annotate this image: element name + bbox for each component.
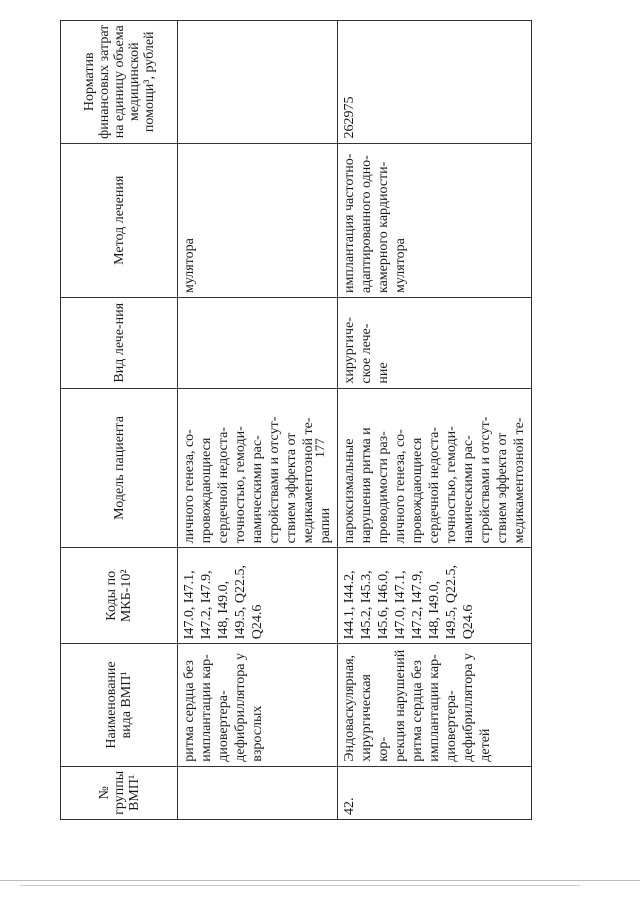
cell-type xyxy=(178,298,338,389)
scan-edge-line xyxy=(20,885,580,886)
cell-codes: I47.0, I47.1, I47.2, I47.9, I48, I49.0, I49.5, Q22.5, Q24.6 xyxy=(178,548,338,644)
cell-type: хирургиче- ское лече- ние xyxy=(338,298,532,389)
vmp-table xyxy=(60,20,532,820)
cell-codes: I44.1, I44.2, I45.2, I45.3, I45.6, I46.0, I47.0, I47.1, I47.2, I47.9, I48, I49.0, I49.5, Q22.5, Q24.6 xyxy=(338,548,532,644)
header-type: Вид лече-ния xyxy=(61,298,178,389)
cell-group xyxy=(178,766,338,819)
cell-name: Эндоваскулярная, хирургическая кор- рекция нарушений ритма сердца без имплантации кар- диовертера- дефибриллятора у детей xyxy=(338,644,532,767)
cell-norm xyxy=(178,21,338,144)
header-norm: Норматив финансовых затрат на единицу объема медицинской помощи³, рублей xyxy=(61,21,178,144)
rotated-table-wrapper xyxy=(60,20,527,820)
header-method: Метод лечения xyxy=(61,143,178,297)
cell-group: 42. xyxy=(338,766,532,819)
page-number: 177 xyxy=(311,438,327,458)
cell-norm: 262975 xyxy=(338,21,532,144)
header-group: № группы ВМП¹ xyxy=(61,766,178,819)
cell-name: ритма сердца без имплантации кар- диовертера- дефибриллятора у взрослых xyxy=(178,644,338,767)
scan-edge-line xyxy=(0,880,640,881)
cell-model: пароксизмальные нарушения ритма и проводимости раз- личного генеза, со- провождающиеся сердечной недоста- точностью, гемоди- намическими рас- стройствами и отсут- ствием эффекта от медикаментозной те- xyxy=(338,388,532,548)
cell-method: имплантация частотно- адаптированного одно- камерного кардиости- мулятора xyxy=(338,143,532,297)
table-row xyxy=(338,21,532,820)
header-name: Наименование вида ВМП¹ xyxy=(61,644,178,767)
table-row xyxy=(178,21,338,820)
header-model: Модель пациента xyxy=(61,388,178,548)
cell-method: мулятора xyxy=(178,143,338,297)
cell-model: личного генеза, со- провождающиеся сердечной недоста- точностью, гемоди- намическими рас- стройствами и отсут- ствием эффекта от медикаментозной те- рапии xyxy=(178,388,338,548)
table-header-row xyxy=(61,21,178,820)
header-codes: Коды по МКБ-10² xyxy=(61,548,178,644)
